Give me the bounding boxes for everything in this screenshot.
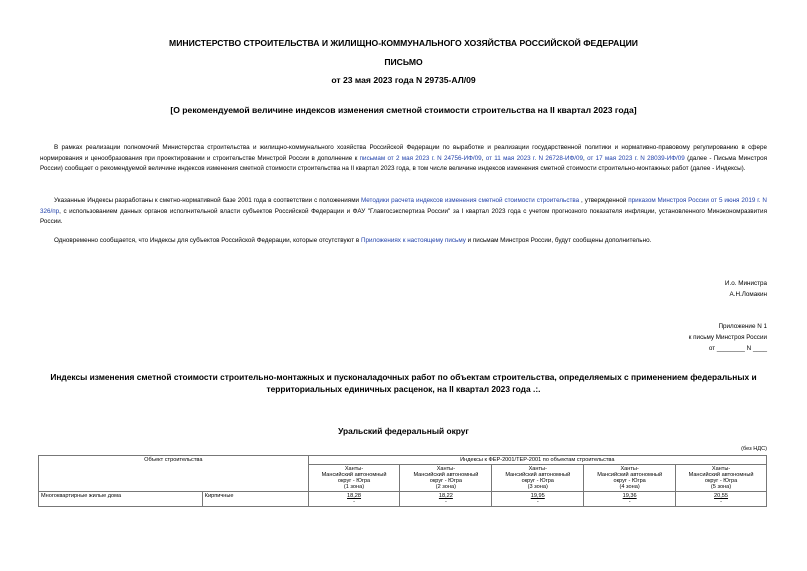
ministry-name: МИНИСТЕРСТВО СТРОИТЕЛЬСТВА И ЖИЛИЩНО-КОММУНАЛЬНОГО ХОЗЯЙСТВА РОССИЙСКОЙ ФЕДЕРАЦИИ bbox=[169, 38, 638, 48]
zone-label-line: округ - Югра bbox=[704, 478, 738, 484]
header-zone bbox=[308, 465, 400, 492]
header-object: Объект строительства bbox=[39, 456, 309, 492]
zone-label-line: Ханты- bbox=[344, 466, 364, 472]
zone-label-line: Ханты- bbox=[528, 466, 547, 472]
header-zone bbox=[584, 465, 676, 492]
zone-label-line: Мансийский автономный bbox=[321, 472, 387, 478]
zone-label-line: округ - Югра bbox=[429, 478, 463, 484]
zone-label-line: Мансийский автономный bbox=[505, 472, 571, 478]
region-title: Уральский федеральный округ bbox=[338, 426, 469, 436]
table-header-row bbox=[39, 456, 767, 465]
zone-label-line: Мансийский автономный bbox=[688, 472, 754, 478]
paragraph-text: , с использованием данных органов исполнительной власти субъектов Российской Федерации и ФАУ "Главгосэкспертиза России" за I квартал 2023 года с учетом прогнозного показателя инфляции, установленного Минэкономразвития России. bbox=[40, 207, 767, 225]
no-vat-note: (без НДС) bbox=[741, 446, 767, 452]
paragraph-text: В рамках реализации полномочий Министерства строительства и жилищно-коммунального хозяйства Российской Федерации по выработке и реализации государственной политики и нормативно-правовому регулированию в сфере нормирования и ценообразования при проектировании и строительстве Минстрой России в дополнение к bbox=[40, 144, 767, 162]
link-letter-may-17[interactable]: от 17 мая 2023 г. N 28039-ИФ/09 bbox=[587, 154, 685, 162]
paragraph-text: , утвержденной bbox=[579, 197, 629, 204]
row-material: Кирпичные bbox=[202, 492, 308, 507]
paragraph-3 bbox=[40, 236, 767, 247]
row-object: Многоквартирные жилые дома bbox=[39, 492, 203, 507]
header-zone bbox=[400, 465, 492, 492]
paragraph-text: , bbox=[583, 154, 588, 162]
paragraph-text: , bbox=[481, 154, 486, 162]
paragraph-text: Одновременно сообщается, что Индексы для субъектов Российской Федерации, которые отсутствуют в bbox=[54, 237, 361, 244]
zone-label-line: Мансийский автономный bbox=[413, 472, 479, 478]
paragraph-text: и письмам Минстроя России, будут сообщены дополнительно. bbox=[465, 237, 652, 244]
paragraph-text: (далее - Письма Минстроя России) сообщает о рекомендуемой величине индексов изменения сметной стоимости строительства на II квартал 2023 года, в том числе величине индексов изменения сметной стоимости строительно-монтажных работ (далее - Индексы). bbox=[40, 154, 768, 172]
document-type: ПИСЬМО bbox=[384, 57, 423, 67]
zone-label-line: Мансийский автономный bbox=[597, 472, 663, 478]
zone-label-line: Ханты- bbox=[436, 466, 456, 472]
zone-label-line: Ханты- bbox=[711, 466, 731, 472]
zone-label-line: (1 зона) bbox=[343, 484, 365, 490]
link-methodology[interactable]: Методики расчета индексов изменения сметной стоимости строительства bbox=[360, 197, 580, 204]
document-subject: [О рекомендуемой величине индексов изменения сметной стоимости строительства на II квартал 2023 года] bbox=[170, 105, 637, 115]
table-row bbox=[39, 492, 767, 507]
zone-label-line: (5 зона) bbox=[710, 484, 732, 490]
index-value: 19,36 - bbox=[584, 492, 676, 507]
paragraph-2 bbox=[40, 196, 767, 228]
header-zone bbox=[492, 465, 584, 492]
zone-label-line: Ханты- bbox=[620, 466, 639, 472]
index-table bbox=[38, 455, 767, 507]
header-zone bbox=[676, 465, 767, 492]
paragraph-1 bbox=[40, 143, 767, 175]
signer-role: И.о. Министра bbox=[724, 280, 767, 287]
index-value: 18,28 - bbox=[308, 492, 400, 507]
link-order-326[interactable]: приказом Минстроя России от 5 июня 2019 г. N 326/пр bbox=[40, 197, 767, 215]
index-value: 18,22 - bbox=[400, 492, 492, 507]
link-appendices[interactable]: Приложениях к настоящему письму bbox=[360, 237, 466, 244]
header-index-group: Индексы к ФЕР-2001/ТЕР-2001 по объектам строительства bbox=[308, 456, 766, 465]
zone-label-line: округ - Югра bbox=[613, 478, 646, 484]
appendix-header bbox=[689, 321, 767, 354]
appendix-line: к письму Минстроя России bbox=[688, 334, 767, 341]
index-value: 19,95 - bbox=[492, 492, 584, 507]
document-date-number: от 23 мая 2023 года N 29735-АЛ/09 bbox=[331, 75, 476, 85]
table-title: Индексы изменения сметной стоимости строительно-монтажных и пусконаладочных работ по объектам строительства, определяемых с применением федеральных и территориальных единичных расценок, на II квартал 2023 года .:. bbox=[50, 372, 757, 394]
appendix-line: от ________ N ____ bbox=[708, 345, 767, 352]
zone-label-line: округ - Югра bbox=[521, 478, 554, 484]
zone-label-line: (3 зона) bbox=[527, 484, 548, 490]
table-title-suffix: .:. bbox=[530, 383, 541, 394]
zone-label-line: (4 зона) bbox=[619, 484, 640, 490]
appendix-line: Приложение N 1 bbox=[718, 323, 767, 330]
zone-label-line: (2 зона) bbox=[435, 484, 456, 490]
zone-label-line: округ - Югра bbox=[337, 478, 371, 484]
signer-name: А.Н.Ломакин bbox=[729, 291, 767, 298]
paragraph-text: Указанные Индексы разработаны к сметно-нормативной базе 2001 года в соответствии с положениями bbox=[54, 197, 361, 204]
link-letter-may-2[interactable]: письмам от 2 мая 2023 г. N 24756-ИФ/09 bbox=[359, 154, 482, 162]
signature-block bbox=[725, 278, 767, 300]
index-value: 20,55 - bbox=[676, 492, 767, 507]
link-letter-may-11[interactable]: от 11 мая 2023 г. N 26728-ИФ/09 bbox=[485, 154, 584, 162]
